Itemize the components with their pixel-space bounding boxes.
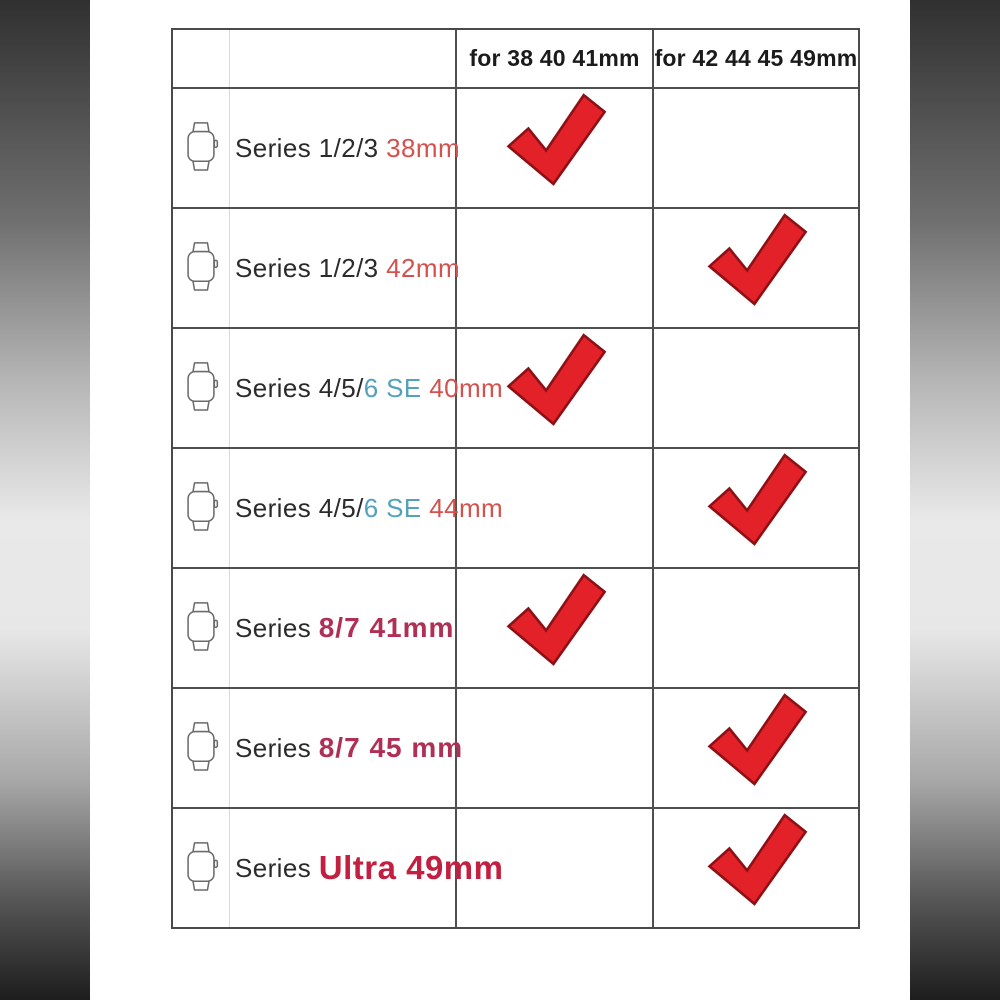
model-label bbox=[230, 89, 461, 207]
label-segment: Series 1/2/3 bbox=[235, 252, 387, 283]
watch-icon-cell bbox=[173, 689, 230, 807]
model-label bbox=[230, 449, 504, 567]
check-cell-38-40-41 bbox=[457, 329, 654, 447]
label-segment: Series bbox=[235, 852, 319, 883]
label-segment: 40mm bbox=[421, 372, 504, 403]
label-segment: Series bbox=[235, 732, 319, 763]
label-segment: Series 4/5/ bbox=[235, 492, 364, 523]
label-segment: 8/7 41mm bbox=[318, 612, 455, 643]
check-cell-38-40-41 bbox=[457, 689, 654, 807]
check-cell-42-44-45-49 bbox=[654, 689, 858, 807]
label-segment: Series 4/5/ bbox=[235, 372, 364, 403]
red-checkmark-icon bbox=[696, 212, 816, 306]
apple-watch-icon bbox=[182, 833, 220, 903]
check-cell-42-44-45-49 bbox=[654, 89, 858, 207]
table-header-row bbox=[173, 30, 858, 87]
check-cell-42-44-45-49 bbox=[654, 329, 858, 447]
left-gradient-bar bbox=[0, 0, 90, 1000]
table-row bbox=[173, 447, 858, 567]
apple-watch-icon bbox=[182, 593, 220, 663]
red-checkmark-icon bbox=[696, 452, 816, 546]
watch-icon-cell bbox=[173, 89, 230, 207]
apple-watch-icon bbox=[182, 353, 220, 423]
table-row bbox=[173, 567, 858, 687]
model-label bbox=[230, 329, 504, 447]
table-row bbox=[173, 327, 858, 447]
check-cell-42-44-45-49 bbox=[654, 449, 858, 567]
check-cell-38-40-41 bbox=[457, 209, 654, 327]
check-cell-38-40-41 bbox=[457, 449, 654, 567]
label-segment: 6 SE bbox=[363, 372, 422, 403]
model-label bbox=[230, 569, 457, 687]
table-row bbox=[173, 807, 858, 927]
watch-icon-cell bbox=[173, 209, 230, 327]
apple-watch-icon bbox=[182, 473, 220, 543]
watch-icon-cell bbox=[173, 809, 230, 927]
header-col-42-44-45-49: for 42 44 45 49mm bbox=[654, 45, 858, 71]
label-segment: Series 1/2/3 bbox=[235, 132, 387, 163]
red-checkmark-icon bbox=[495, 332, 615, 426]
model-label bbox=[230, 689, 464, 807]
compatibility-table bbox=[171, 28, 860, 929]
apple-watch-icon bbox=[182, 233, 220, 303]
label-segment: 8/7 45 mm bbox=[318, 732, 464, 763]
apple-watch-icon bbox=[182, 113, 220, 183]
label-segment: Series bbox=[235, 612, 319, 643]
label-segment: 6 SE bbox=[363, 492, 422, 523]
table-row bbox=[173, 207, 858, 327]
watch-icon-cell bbox=[173, 569, 230, 687]
label-segment: 44mm bbox=[421, 492, 504, 523]
red-checkmark-icon bbox=[696, 692, 816, 786]
label-segment: Ultra 49mm bbox=[318, 849, 504, 886]
check-cell-38-40-41 bbox=[457, 569, 654, 687]
check-cell-38-40-41 bbox=[457, 809, 654, 927]
table-row bbox=[173, 687, 858, 807]
header-icon-blank-cell bbox=[173, 30, 230, 87]
header-model-blank-cell bbox=[230, 30, 457, 87]
red-checkmark-icon bbox=[495, 92, 615, 186]
watch-icon-cell bbox=[173, 329, 230, 447]
check-cell-42-44-45-49 bbox=[654, 569, 858, 687]
header-col-38-40-41: for 38 40 41mm bbox=[457, 30, 654, 87]
red-checkmark-icon bbox=[696, 812, 816, 906]
check-cell-38-40-41 bbox=[457, 89, 654, 207]
model-label bbox=[230, 809, 504, 927]
label-segment: 38mm bbox=[386, 132, 461, 163]
model-label bbox=[230, 209, 461, 327]
check-cell-42-44-45-49 bbox=[654, 209, 858, 327]
apple-watch-icon bbox=[182, 713, 220, 783]
red-checkmark-icon bbox=[495, 572, 615, 666]
table-body bbox=[173, 87, 858, 927]
watch-icon-cell bbox=[173, 449, 230, 567]
right-gradient-bar bbox=[910, 0, 1000, 1000]
label-segment: 42mm bbox=[386, 252, 461, 283]
table-row bbox=[173, 87, 858, 207]
check-cell-42-44-45-49 bbox=[654, 809, 858, 927]
